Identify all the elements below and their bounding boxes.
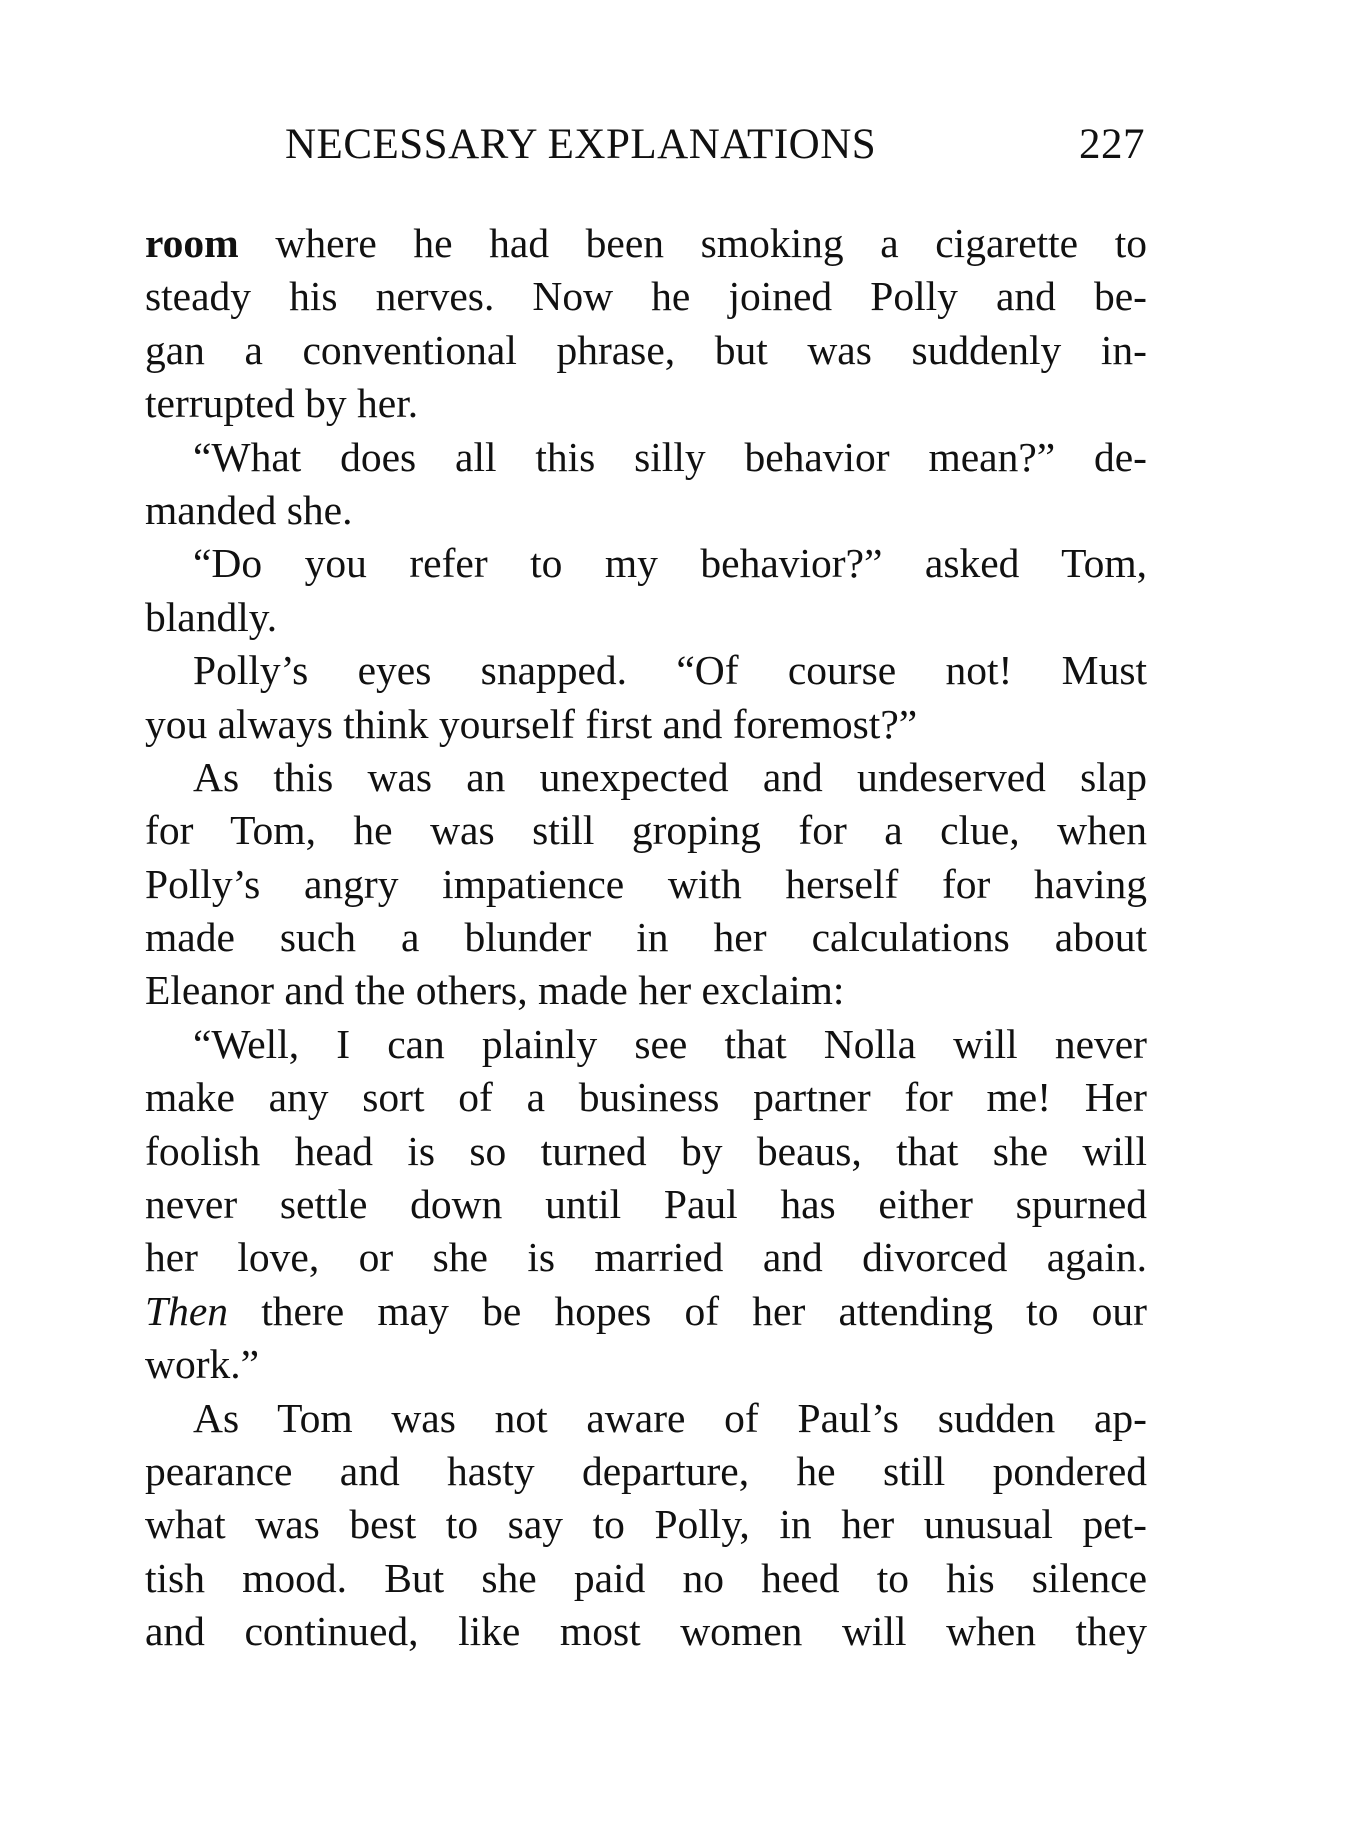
line-text: tish mood. But she paid no heed to his silence [145,1554,1147,1601]
text-line [145,270,1147,323]
text-line [145,804,1147,857]
line-lead-word: room [145,220,239,266]
text-line [145,1178,1147,1231]
line-text: there may be hopes of her attending to our [228,1287,1147,1334]
text-line [145,431,1147,484]
line-text: work.” [145,1341,260,1388]
line-text: blandly. [145,593,278,640]
line-text: terrupted by her. [145,380,419,427]
line-text: foolish head is so turned by beaus, that she will [145,1127,1147,1174]
line-text: make any sort of a business partner for me! Her [145,1074,1147,1121]
text-line [145,1018,1147,1071]
line-text: never settle down until Paul has either spurned [145,1181,1147,1228]
text-line [145,911,1147,964]
text-line [145,858,1147,911]
body-text [145,217,1147,1659]
text-line [145,1125,1147,1178]
line-text: where he had been smoking a cigarette to [238,220,1147,266]
text-line [145,377,1147,430]
line-text: gan a conventional phrase, but was suddenly in- [145,326,1147,373]
text-line [145,1231,1147,1284]
text-line [145,751,1147,804]
text-line [145,324,1147,377]
line-text: Polly’s eyes snapped. “Of course not! Must [193,647,1147,694]
line-text: “Well, I can plainly see that Nolla will never [193,1020,1147,1067]
text-line [145,1338,1147,1391]
line-text: what was best to say to Polly, in her unusual pet- [145,1501,1147,1548]
line-text: you always think yourself first and foremost?” [145,700,918,747]
text-line [145,1445,1147,1498]
text-line [145,698,1147,751]
page-header [285,120,1145,180]
text-line [145,1392,1147,1445]
text-line [145,964,1147,1017]
running-title: NECESSARY EXPLANATIONS [285,121,877,168]
line-text: her love, or she is married and divorced again. [145,1234,1147,1281]
text-line [145,217,1147,270]
page-number: 227 [1079,121,1145,168]
line-text: and continued, like most women will when they [145,1608,1147,1655]
line-text: As this was an unexpected and undeserved slap [193,753,1147,800]
line-text: Polly’s angry impatience with herself for having [145,860,1147,907]
text-line [145,1498,1147,1551]
line-italic-word: Then [145,1287,228,1334]
text-line [145,591,1147,644]
line-text: for Tom, he was still groping for a clue, when [145,807,1147,854]
text-line [145,1071,1147,1124]
line-text: As Tom was not aware of Paul’s sudden ap- [193,1394,1147,1441]
text-line [145,644,1147,697]
line-text: pearance and hasty departure, he still pondered [145,1447,1147,1494]
line-text: made such a blunder in her calculations about [145,914,1147,961]
line-text: Eleanor and the others, made her exclaim: [145,967,845,1014]
line-text: steady his nerves. Now he joined Polly and be- [145,273,1147,320]
text-line [145,537,1147,590]
text-line [145,1605,1147,1658]
line-text: manded she. [145,486,353,533]
text-line [145,1285,1147,1338]
line-text: “Do you refer to my behavior?” asked Tom, [193,540,1147,587]
line-text: “What does all this silly behavior mean?” de- [193,433,1147,480]
text-line [145,484,1147,537]
text-line [145,1552,1147,1605]
